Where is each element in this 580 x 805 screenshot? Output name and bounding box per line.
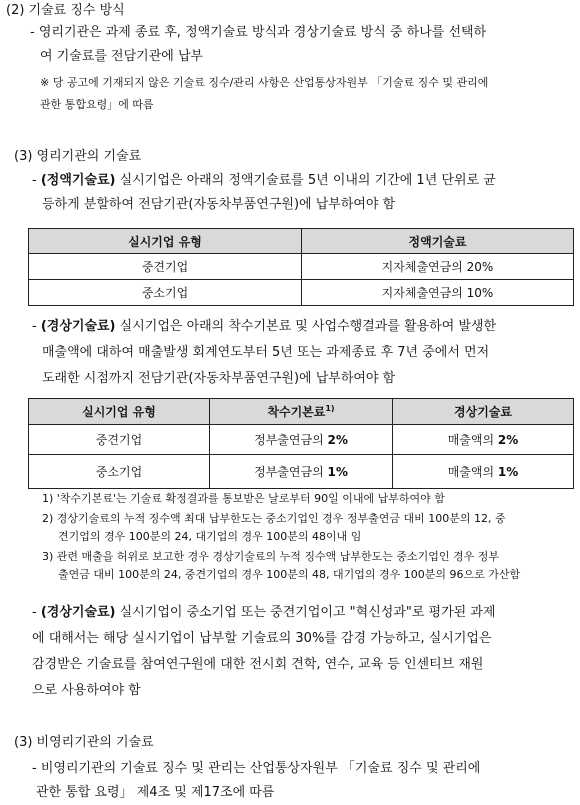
section-2-line-1: - 영리기관은 과제 종료 후, 정액기술료 방식과 경상기술료 방식 중 하나를 선택하 [30, 25, 487, 40]
fixed-fee-line-1: - (정액기술료) 실시기업은 아래의 정액기술료를 5년 이내의 기간에 1년 단위로 균 [32, 173, 496, 188]
section-4-line-2: 관한 통합 요령」 제4조 및 제17조에 따름 [36, 785, 275, 800]
table1-cell: 지자체출연금의 20% [302, 254, 574, 280]
running-fee-label: (경상기술료) [40, 319, 116, 334]
table1-cell: 중견기업 [29, 254, 302, 280]
table1-header-fee: 정액기술료 [302, 229, 574, 254]
section-2-heading: (2) 기술료 징수 방식 [6, 3, 125, 18]
table2-header-base: 착수기본료$^{1)}$ [210, 399, 393, 425]
fixed-fee-line-2: 등하게 분할하여 전담기관(자동차부품연구원)에 납부하여야 함 [42, 197, 396, 212]
running-fee-line-2: 매출액에 대하여 매출발생 회계연도부터 5년 또는 과제종료 후 7년 중에서 먼저 [42, 345, 490, 360]
footnote-3a: 3) 관련 매출을 허위로 보고한 경우 경상기술료의 누적 징수액 납부한도는 중소기업인 경우 정부 [42, 550, 500, 563]
section-2-note-1: ※ 당 공고에 기재되지 않은 기술료 징수/관리 사항은 산업통상자원부 「기술료 징수 및 관리에 [40, 76, 489, 89]
table2-cell: 중견기업 [29, 425, 210, 455]
table2-cell: 매출액의 1% [393, 455, 574, 489]
running-fee-line-3: 도래한 시점까지 전담기관(자동차부품연구원)에 납부하여야 함 [42, 371, 396, 386]
table1-cell: 중소기업 [29, 280, 302, 306]
innov-line-2: 에 대해서는 해당 실시기업이 납부할 기술료의 30%를 감경 가능하고, 실시기업은 [32, 631, 492, 646]
fixed-fee-table [28, 228, 574, 306]
section-4-heading: (3) 비영리기관의 기술료 [14, 735, 154, 750]
table2-cell: 정부출연금의 1% [210, 455, 393, 489]
fixed-fee-text-1: 실시기업은 아래의 정액기술료를 5년 이내의 기간에 1년 단위로 균 [115, 173, 496, 188]
table2-cell: 중소기업 [29, 455, 210, 489]
footnote-2a: 2) 경상기술료의 누적 징수액 최대 납부한도는 중소기업인 경우 정부출연금 대비 100분의 12, 중 [42, 512, 506, 525]
footnote-3b: 출연금 대비 100분의 24, 중견기업의 경우 100분의 48, 대기업의 경우 100분의 96으로 가산함 [58, 568, 521, 581]
footnote-ref: 1) [325, 404, 335, 413]
innov-line-3: 감경받은 기술료를 참여연구원에 대한 전시회 견학, 연수, 교육 등 인센티브 재원 [32, 657, 484, 672]
running-fee-table [28, 398, 574, 489]
running-fee-line-1: - (경상기술료) 실시기업은 아래의 착수기본료 및 사업수행결과를 활용하여 발생한 [32, 319, 497, 334]
innov-text-1: 실시기업이 중소기업 또는 중견기업이고 "혁신성과"로 평가된 과제 [115, 605, 496, 620]
table2-header-running: 경상기술료 [393, 399, 574, 425]
innov-line-4: 으로 사용하여야 함 [32, 683, 141, 698]
table1-cell: 지자체출연금의 10% [302, 280, 574, 306]
section-4-line-1: - 비영리기관의 기술료 징수 및 관리는 산업통상자원부 「기술료 징수 및 관리에 [32, 761, 481, 776]
fixed-fee-label: (정액기술료) [40, 173, 116, 188]
innov-label: (경상기술료) [40, 605, 116, 620]
footnote-2b: 견기업의 경우 100분의 24, 대기업의 경우 100분의 48이내 임 [58, 530, 362, 543]
table2-cell: 매출액의 2% [393, 425, 574, 455]
section-3-heading: (3) 영리기관의 기술료 [14, 149, 142, 164]
table2-cell: 정부출연금의 2% [210, 425, 393, 455]
section-2-note-2: 관한 통합요령」에 따름 [40, 98, 154, 111]
innov-line-1: - (경상기술료) 실시기업이 중소기업 또는 중견기업이고 "혁신성과"로 평가된 과제 [32, 605, 496, 620]
table1-header-type: 실시기업 유형 [29, 229, 302, 254]
section-2-line-2: 여 기술료를 전담기관에 납부 [40, 49, 204, 64]
footnote-1: 1) '착수기본료'는 기술료 확정결과를 통보받은 날로부터 90일 이내에 납부하여야 함 [42, 492, 445, 505]
running-fee-text-1: 실시기업은 아래의 착수기본료 및 사업수행결과를 활용하여 발생한 [115, 319, 497, 334]
table2-header-type: 실시기업 유형 [29, 399, 210, 425]
